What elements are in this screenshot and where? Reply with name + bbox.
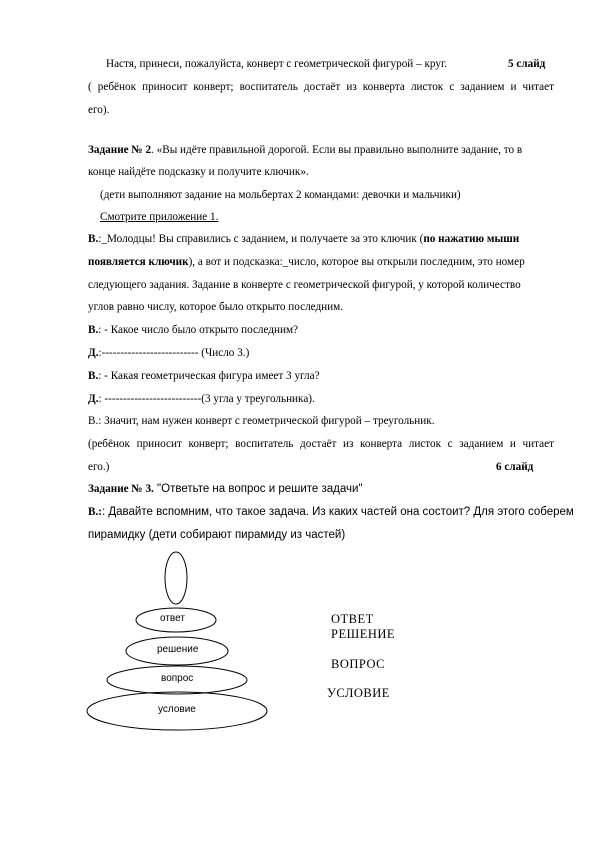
q1-text: : - Какое число было открыто последним? bbox=[98, 324, 299, 336]
b2-bold: появляется ключик bbox=[88, 256, 189, 268]
speaker-v: В. bbox=[88, 233, 99, 245]
slide-6-label: 6 слайд bbox=[496, 461, 534, 473]
appendix-link[interactable]: Смотрите приложение 1. bbox=[100, 211, 219, 223]
b1-bold: по нажатию мыши bbox=[423, 233, 520, 245]
dialog-b4: углов равно числу, которое было открыто последним. bbox=[88, 301, 344, 313]
dialog-p-line1: (ребёнок приносит конверт; воспитатель достаёт из конверта листок с заданием и читает bbox=[88, 438, 554, 450]
task3-v-line1: : Давайте вспомним, что такое задача. Из каких частей она состоит? Для этого соберем bbox=[101, 506, 574, 518]
a2-text: : --------------------------(3 угла у треугольника). bbox=[98, 393, 315, 405]
side-label-question[interactable]: ВОПРОС bbox=[331, 657, 386, 671]
task3-line3: пирамидку (дети собирают пирамиду из частей) bbox=[88, 529, 346, 541]
task3-title: Задание № 3. bbox=[88, 483, 154, 495]
a1-text: :-------------------------- (Число 3.) bbox=[98, 347, 250, 359]
side-label-solution[interactable]: РЕШЕНИЕ bbox=[331, 627, 396, 641]
b1-text: Молодцы! Вы справились с заданием, и получаете за это ключик ( bbox=[106, 233, 424, 245]
task2-line3: (дети выполняют задание на мольбертах 2 командами: девочки и мальчики) bbox=[100, 189, 461, 201]
pyramid-label-condition: условие bbox=[158, 704, 196, 715]
pyramid-label-solution: решение bbox=[157, 644, 199, 655]
dialog-p-line2: его.) bbox=[88, 461, 110, 473]
side-label-condition[interactable]: УСЛОВИЕ bbox=[327, 686, 390, 700]
dialog-b3: следующего задания. Задание в конверте с геометрической фигурой, у которой количество bbox=[88, 279, 521, 291]
b2-text: ), а вот и подсказка:_число, которое вы открыли последним, это номер bbox=[188, 256, 525, 268]
pyramid-label-question: вопрос bbox=[161, 673, 194, 684]
task2-title: Задание № 2 bbox=[88, 144, 152, 156]
task2-line1-text: . «Вы идёте правильной дорогой. Если вы правильно выполните задание, то в bbox=[151, 144, 523, 156]
speaker-d: Д. bbox=[88, 393, 99, 405]
p1-line2: ( ребёнок приносит конверт; воспитатель достаёт из конверта листок с заданием и читает bbox=[88, 81, 554, 93]
side-label-answer[interactable]: ОТВЕТ bbox=[331, 612, 374, 626]
task2-line2: конце найдёте подсказку и получите ключик». bbox=[88, 166, 309, 178]
b1-mid: :_ bbox=[98, 233, 107, 245]
p1-line3: его). bbox=[88, 104, 110, 116]
speaker-v: В. bbox=[88, 324, 99, 336]
p1-line1: Настя, принеси, пожалуйста, конверт с геометрической фигурой – круг. bbox=[106, 58, 448, 70]
speaker-v: В. bbox=[88, 370, 99, 382]
q2-text: : - Какая геометрическая фигура имеет 3 угла? bbox=[98, 370, 320, 382]
pyramid-label-answer: ответ bbox=[160, 613, 185, 624]
task3-title-rest: "Ответьте на вопрос и решите задачи" bbox=[153, 483, 363, 495]
speaker-d: Д. bbox=[88, 347, 99, 359]
dialog-v3: В.: Значит, нам нужен конверт с геометрической фигурой – треугольник. bbox=[88, 415, 435, 427]
pyramid-top-ellipse bbox=[165, 552, 187, 604]
speaker-v: В.: bbox=[88, 506, 102, 518]
slide-5-label: 5 слайд bbox=[508, 58, 546, 70]
